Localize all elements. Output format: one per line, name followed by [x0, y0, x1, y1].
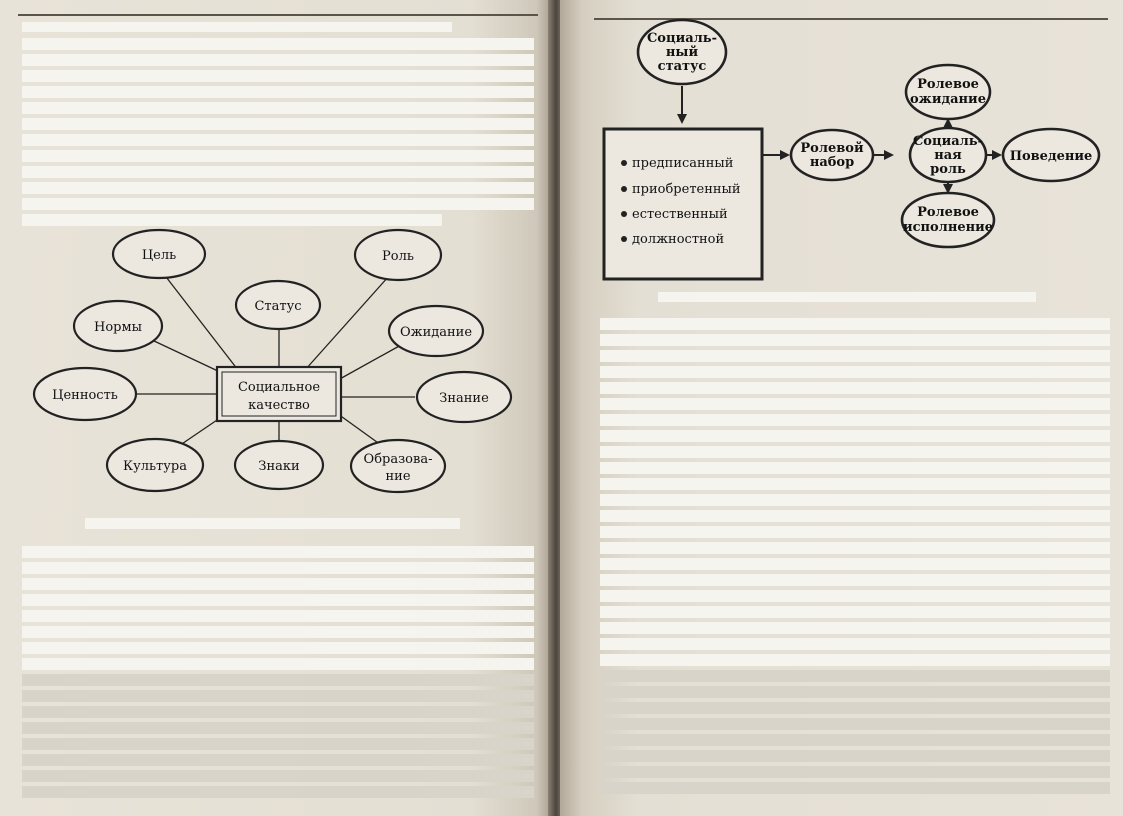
redacted-text — [600, 318, 1110, 330]
redacted-caption — [658, 292, 1036, 302]
status-type-1: предписанный — [632, 156, 734, 171]
bullet-icon — [621, 211, 627, 217]
right-page — [560, 0, 1123, 816]
redacted-text — [22, 594, 534, 606]
center-label-1: Социальное — [237, 380, 321, 395]
role-expectation-label-2: ожидание — [910, 92, 986, 107]
redacted-text — [22, 706, 534, 718]
redacted-text — [600, 574, 1110, 586]
redacted-text — [22, 738, 534, 750]
redacted-text — [600, 510, 1110, 522]
redacted-text — [600, 590, 1110, 602]
social-role-label-3: роль — [930, 162, 966, 177]
role-performance-label-1: Ролевое — [917, 205, 979, 220]
status-type-2: приобретенный — [632, 182, 741, 197]
redacted-text — [600, 446, 1110, 458]
redacted-text — [22, 642, 534, 654]
redacted-text — [22, 674, 534, 686]
status-type-3: естественный — [632, 207, 728, 222]
left-page — [0, 0, 553, 816]
redacted-text — [600, 334, 1110, 346]
signs-label: Знаки — [258, 459, 300, 474]
redacted-text — [22, 562, 534, 574]
social-role-label-2: ная — [934, 148, 962, 163]
education-label-1: Образова- — [363, 452, 433, 467]
center-label-2: качество — [248, 398, 310, 413]
redacted-text — [600, 702, 1110, 714]
social-status-label-2: ный — [665, 45, 699, 60]
bullet-icon — [621, 236, 627, 242]
role-expectation-label-1: Ролевое — [917, 77, 979, 92]
bullet-icon — [621, 186, 627, 192]
redacted-text — [600, 782, 1110, 794]
redacted-text — [22, 770, 534, 782]
redacted-text — [600, 638, 1110, 650]
social-role-label-1: Социаль- — [912, 134, 984, 149]
social-status-label-3: статус — [657, 59, 707, 74]
redacted-text — [22, 754, 534, 766]
redacted-text — [600, 606, 1110, 618]
knowledge-label: Знание — [439, 391, 489, 406]
redacted-text — [600, 718, 1110, 730]
redacted-text — [600, 414, 1110, 426]
redacted-text — [600, 622, 1110, 634]
redacted-text — [22, 546, 534, 558]
norms-label: Нормы — [94, 320, 142, 335]
redacted-text — [22, 786, 534, 798]
redacted-text — [600, 542, 1110, 554]
culture-label: Культура — [123, 459, 187, 474]
redacted-text — [600, 366, 1110, 378]
redacted-text — [22, 610, 534, 622]
redacted-text — [600, 670, 1110, 682]
behavior-label: Поведение — [1009, 149, 1093, 164]
education-label-2: ние — [385, 469, 411, 484]
redacted-text — [600, 734, 1110, 746]
redacted-text — [22, 690, 534, 702]
redacted-text — [600, 494, 1110, 506]
redacted-text — [22, 722, 534, 734]
redacted-text — [600, 398, 1110, 410]
expectation-label: Ожидание — [399, 325, 473, 340]
bullet-icon — [621, 160, 627, 166]
role-set-label-1: Ролевой — [800, 141, 864, 156]
redacted-text — [22, 626, 534, 638]
role-label: Роль — [382, 249, 414, 264]
redacted-text — [600, 462, 1110, 474]
goal-label: Цель — [141, 248, 177, 263]
status-type-4: должностной — [632, 232, 725, 247]
status-types-box — [604, 129, 762, 279]
role-performance-label-2: исполнение — [902, 220, 994, 235]
redacted-text — [600, 382, 1110, 394]
redacted-caption — [85, 518, 460, 529]
redacted-text — [600, 430, 1110, 442]
status-label: Статус — [254, 299, 302, 314]
redacted-text — [600, 766, 1110, 778]
redacted-text — [600, 654, 1110, 666]
redacted-text — [600, 750, 1110, 762]
redacted-text — [600, 526, 1110, 538]
redacted-text — [600, 350, 1110, 362]
role-set-label-2: набор — [809, 155, 855, 170]
social-status-label-1: Социаль- — [646, 31, 718, 46]
redacted-text — [600, 478, 1110, 490]
redacted-text — [600, 558, 1110, 570]
redacted-text — [22, 578, 534, 590]
value-label: Ценность — [52, 388, 118, 403]
redacted-text — [600, 686, 1110, 698]
redacted-text — [22, 658, 534, 670]
